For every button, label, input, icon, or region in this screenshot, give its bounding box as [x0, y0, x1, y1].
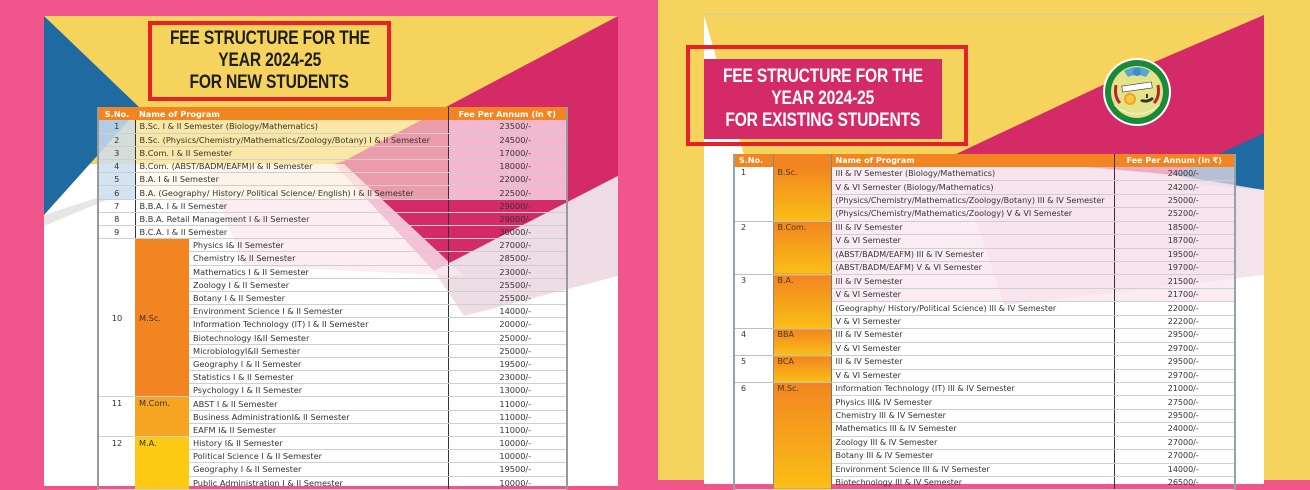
college-emblem-icon — [1102, 57, 1172, 127]
table-row — [734, 221, 1235, 234]
cell-fee: 28500/- — [448, 252, 567, 265]
cell-sno: 4 — [734, 329, 773, 356]
cell-fee: 29500/- — [1114, 409, 1235, 422]
cell-sno: 10 — [98, 239, 135, 397]
cell-program-group: M.Com. — [135, 397, 189, 437]
cell-program: Physics III& IV Semester — [831, 396, 1114, 409]
cell-program: (Physics/Chemistry/Mathematics/Zoology/Botany) III & IV Semester — [831, 194, 1114, 207]
cell-sno: 1 — [98, 120, 135, 133]
title-line-3: FOR NEW STUDENTS — [189, 72, 350, 93]
cell-program: B.Sc. I & II Semester (Biology/Mathematics) — [135, 120, 448, 133]
cell-program: B.B.A. Retail Management I & II Semester — [135, 212, 448, 225]
cell-program-group: B.Sc. — [773, 167, 831, 221]
title-line-2: YEAR 2024-25 — [218, 50, 321, 71]
cell-fee: 19500/- — [448, 357, 567, 370]
cell-fee: 29000/- — [448, 212, 567, 225]
cell-sno: 9 — [98, 226, 135, 239]
new-students-card — [44, 16, 618, 486]
cell-sno: 2 — [98, 133, 135, 146]
cell-program: Chemistry I& II Semester — [189, 252, 448, 265]
cell-program-group: M.Sc. — [773, 382, 831, 490]
cell-fee: 10000/- — [448, 437, 567, 450]
cell-fee: 22200/- — [1114, 315, 1235, 328]
cell-program: B.A. (Geography/ History/ Political Science/ English) I & II Semester — [135, 186, 448, 199]
cell-program-group: M.Sc. — [135, 239, 189, 397]
cell-sno: 4 — [98, 160, 135, 173]
cell-fee: 20000/- — [448, 318, 567, 331]
cell-fee: 22000/- — [448, 173, 567, 186]
table-row — [734, 356, 1235, 369]
cell-program: Botany I & II Semester — [189, 291, 448, 304]
page-title — [152, 25, 387, 97]
header-fee: Fee Per Annum (in ₹) — [448, 107, 567, 120]
table-row — [734, 275, 1235, 288]
header-program: Name of Program — [831, 154, 1114, 167]
table-row — [98, 186, 567, 199]
cell-program: III & IV Semester — [831, 356, 1114, 369]
cell-program: B.A. I & II Semester — [135, 173, 448, 186]
cell-sno: 7 — [98, 199, 135, 212]
cell-fee: 24200/- — [1114, 181, 1235, 194]
cell-sno: 5 — [734, 356, 773, 383]
cell-fee: 24000/- — [1114, 167, 1235, 180]
cell-program: V & VI Semester — [831, 315, 1114, 328]
cell-program: (ABST/BADM/EAFM) V & VI Semester — [831, 262, 1114, 275]
cell-program: V & VI Semester — [831, 342, 1114, 355]
cell-program: B.Com. (ABST/BADM/EAFM)I & II Semester — [135, 160, 448, 173]
cell-program: Information Technology (IT) I & II Semester — [189, 318, 448, 331]
cell-fee: 27000/- — [448, 239, 567, 252]
cell-fee: 10000/- — [448, 450, 567, 463]
cell-program: History I& II Semester — [189, 437, 448, 450]
cell-program: (Physics/Chemistry/Mathematics/Zoology) V & VI Semester — [831, 208, 1114, 221]
cell-fee: 23000/- — [448, 371, 567, 384]
cell-program: Botany III & IV Semester — [831, 450, 1114, 463]
cell-sno: 1 — [734, 167, 773, 221]
cell-program: Biotechnology III & IV Semester — [831, 477, 1114, 490]
cell-program: B.Com. I & II Semester — [135, 146, 448, 159]
cell-program-group: M.A. — [135, 437, 189, 490]
header-sno: S.No. — [98, 107, 135, 120]
cell-program: Business AdministrationI& II Semester — [189, 410, 448, 423]
title-line-1: FEE STRUCTURE FOR THE — [169, 28, 370, 49]
cell-fee: 25500/- — [448, 291, 567, 304]
cell-fee: 11000/- — [448, 423, 567, 436]
cell-fee: 27500/- — [1114, 396, 1235, 409]
cell-program: V & VI Semester — [831, 369, 1114, 382]
cell-sno: 3 — [98, 146, 135, 159]
cell-fee: 23500/- — [448, 120, 567, 133]
cell-program: Environment Science I & II Semester — [189, 305, 448, 318]
existing-students-card — [704, 14, 1264, 488]
cell-program: III & IV Semester — [831, 221, 1114, 234]
cell-program: Geography I & II Semester — [189, 357, 448, 370]
title-line-1: FEE STRUCTURE FOR THE — [723, 66, 923, 87]
cell-fee: 14000/- — [1114, 463, 1235, 476]
cell-program: ABST I & II Semester — [189, 397, 448, 410]
cell-program: MicrobiologyI&II Semester — [189, 344, 448, 357]
cell-program: V & VI Semester (Biology/Mathematics) — [831, 181, 1114, 194]
cell-fee: 14000/- — [448, 305, 567, 318]
cell-fee: 19500/- — [448, 463, 567, 476]
cell-sno: 8 — [98, 212, 135, 225]
cell-fee: 25000/- — [1114, 194, 1235, 207]
cell-program: Biotechnology I&II Semester — [189, 331, 448, 344]
table-row — [98, 239, 567, 252]
cell-program: Environment Science III & IV Semester — [831, 463, 1114, 476]
cell-program: Mathematics I & II Semester — [189, 265, 448, 278]
new-students-fee-table — [97, 107, 568, 490]
table-row — [98, 146, 567, 159]
cell-fee: 13000/- — [448, 384, 567, 397]
cell-program: B.C.A. I & II Semester — [135, 226, 448, 239]
cell-program: Psychology I & II Semester — [189, 384, 448, 397]
cell-fee: 25000/- — [448, 331, 567, 344]
cell-sno: 12 — [98, 437, 135, 490]
cell-fee: 10000/- — [448, 476, 567, 489]
table-row — [98, 212, 567, 225]
cell-fee: 19700/- — [1114, 262, 1235, 275]
page-title — [704, 59, 942, 139]
cell-program: Geography I & II Semester — [189, 463, 448, 476]
cell-program: Public Administration I & II Semester — [189, 476, 448, 489]
cell-fee: 22000/- — [1114, 302, 1235, 315]
cell-fee: 17000/- — [448, 146, 567, 159]
cell-fee: 25000/- — [448, 344, 567, 357]
title-line-3: FOR EXISTING STUDENTS — [725, 110, 921, 131]
cell-fee: 18700/- — [1114, 235, 1235, 248]
cell-program: Physics I& II Semester — [189, 239, 448, 252]
cell-program: III & IV Semester (Biology/Mathematics) — [831, 167, 1114, 180]
cell-fee: 29500/- — [1114, 329, 1235, 342]
cell-program: V & VI Semester — [831, 235, 1114, 248]
table-row — [98, 437, 567, 450]
cell-program: Zoology III & IV Semester — [831, 436, 1114, 449]
cell-fee: 21700/- — [1114, 288, 1235, 301]
table-row — [98, 173, 567, 186]
cell-fee: 11000/- — [448, 397, 567, 410]
cell-fee: 29700/- — [1114, 342, 1235, 355]
existing-students-fee-table — [733, 154, 1236, 490]
table-row — [98, 397, 567, 410]
table-row — [734, 382, 1235, 395]
cell-fee: 21000/- — [1114, 382, 1235, 395]
cell-fee: 27000/- — [1114, 436, 1235, 449]
table-header-row — [734, 154, 1235, 167]
header-course — [773, 154, 831, 167]
cell-sno: 6 — [734, 382, 773, 490]
cell-fee: 18500/- — [1114, 221, 1235, 234]
cell-fee: 23000/- — [448, 265, 567, 278]
cell-program: B.Sc. (Physics/Chemistry/Mathematics/Zoology/Botany) I & II Semester — [135, 133, 448, 146]
cell-program: III & IV Semester — [831, 329, 1114, 342]
cell-fee: 24000/- — [1114, 423, 1235, 436]
cell-sno: 3 — [734, 275, 773, 329]
title-line-2: YEAR 2024-25 — [771, 88, 875, 109]
cell-fee: 27000/- — [1114, 450, 1235, 463]
cell-fee: 11000/- — [448, 410, 567, 423]
header-sno: S.No. — [734, 154, 773, 167]
cell-program: Information Technology (IT) III & IV Semester — [831, 382, 1114, 395]
cell-program: Statistics I & II Semester — [189, 371, 448, 384]
header-program: Name of Program — [135, 107, 448, 120]
cell-fee: 29700/- — [1114, 369, 1235, 382]
cell-sno: 2 — [734, 221, 773, 275]
table-row — [98, 160, 567, 173]
cell-fee: 21500/- — [1114, 275, 1235, 288]
cell-program-group: BCA — [773, 356, 831, 383]
existing-students-fee-sheet — [658, 0, 1310, 488]
cell-fee: 29500/- — [1114, 356, 1235, 369]
cell-sno: 11 — [98, 397, 135, 437]
table-header-row — [98, 107, 567, 120]
cell-program: (Geography/ History/Political Science) III & IV Semester — [831, 302, 1114, 315]
cell-sno: 5 — [98, 173, 135, 186]
table-row — [98, 199, 567, 212]
cell-program: V & VI Semester — [831, 288, 1114, 301]
table-row — [98, 226, 567, 239]
cell-program: B.B.A. I & II Semester — [135, 199, 448, 212]
cell-program: Political Science I & II Semester — [189, 450, 448, 463]
cell-program: EAFM I& II Semester — [189, 423, 448, 436]
cell-program: Zoology I & II Semester — [189, 278, 448, 291]
table-row — [734, 329, 1235, 342]
cell-fee: 25500/- — [448, 278, 567, 291]
table-row — [98, 120, 567, 133]
cell-fee: 29000/- — [448, 199, 567, 212]
cell-program-group: BBA — [773, 329, 831, 356]
cell-program-group: B.Com. — [773, 221, 831, 275]
cell-fee: 26500/- — [1114, 477, 1235, 490]
cell-fee: 22500/- — [448, 186, 567, 199]
header-fee: Fee Per Annum (in ₹) — [1114, 154, 1235, 167]
table-row — [734, 167, 1235, 180]
table-row — [98, 133, 567, 146]
cell-fee: 24500/- — [448, 133, 567, 146]
cell-program: III & IV Semester — [831, 275, 1114, 288]
cell-fee: 30000/- — [448, 226, 567, 239]
cell-fee: 18000/- — [448, 160, 567, 173]
cell-program: Mathematics III & IV Semester — [831, 423, 1114, 436]
cell-program: (ABST/BADM/EAFM) III & IV Semester — [831, 248, 1114, 261]
cell-fee: 25200/- — [1114, 208, 1235, 221]
cell-program-group: B.A. — [773, 275, 831, 329]
cell-sno: 6 — [98, 186, 135, 199]
cell-fee: 19500/- — [1114, 248, 1235, 261]
cell-program: Chemistry III & IV Semester — [831, 409, 1114, 422]
